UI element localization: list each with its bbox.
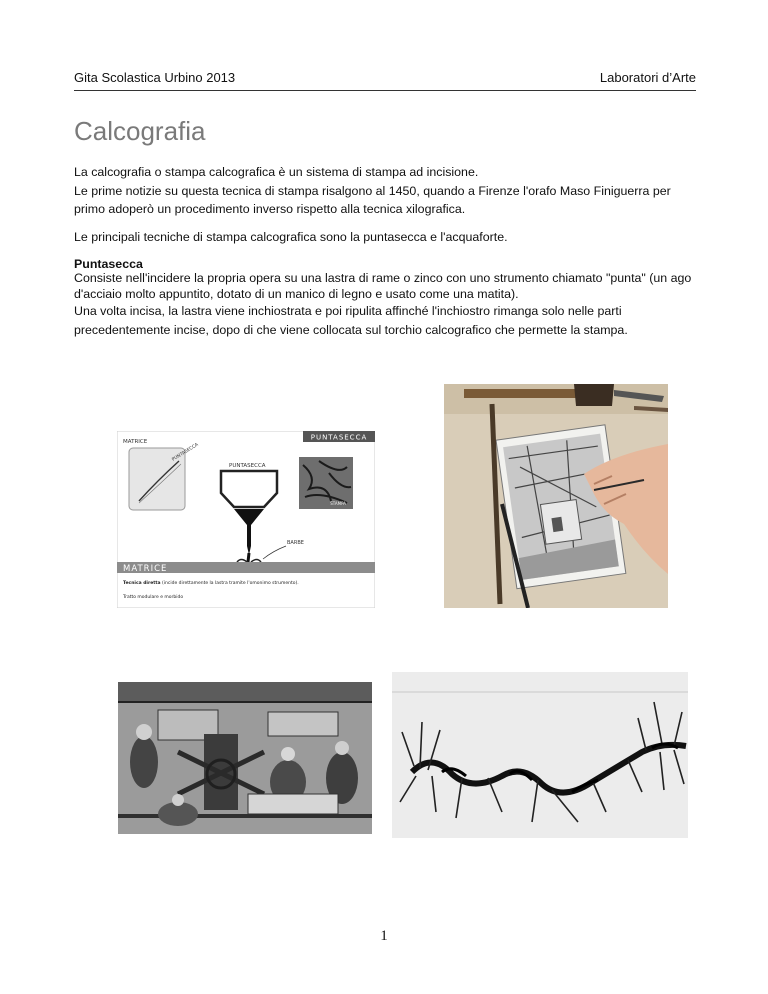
diagram-bottom-title: MATRICE	[123, 564, 168, 574]
puntasecca-diagram	[117, 431, 375, 608]
page-header	[74, 70, 696, 91]
workshop-engraving	[118, 682, 372, 834]
techniques-paragraph: Le principali tecniche di stampa calcografica sono la puntasecca e l'acquaforte.	[74, 230, 508, 244]
diagram-tool-label: PUNTASECCA	[229, 463, 266, 469]
intro-line-2: Le prime notizie su questa tecnica di stampa risalgono al 1450, quando a Firenze l'orafo Maso Finiguerra per primo adoperò un procedimento inverso rispetto alla tecnica xilografica.	[74, 183, 671, 216]
puntasecca-text-2: Una volta incisa, la lastra viene inchiostrata e poi ripulita affinché l'inchiostro rimanga solo nelle parti precedentemente incise, dopo di che viene collocata sul torchio calcografico che permette la stampa.	[74, 304, 628, 337]
diagram-banner: PUNTASECCA	[310, 433, 368, 442]
diagram-caption-bold: Tecnica diretta	[123, 581, 161, 586]
diagram-caption-2: Tratto modulare e morbido	[123, 595, 184, 600]
diagram-matrice-label: MATRICE	[123, 439, 148, 445]
drypoint-print	[392, 672, 688, 838]
intro-paragraph	[74, 163, 704, 219]
header-right: Laboratori d’Arte	[599, 70, 696, 85]
diagram-caption	[123, 580, 299, 586]
puntasecca-text-1: Consiste nell'incidere la propria opera su una lastra di rame o zinco con uno strumento chiamato "punta" (un ago d'acciaio molto appuntito, dotato di un manico di legno e usato come una matita).	[74, 271, 692, 301]
puntasecca-paragraph	[74, 271, 704, 339]
diagram-caption-rest: (incide direttamente la lastra tramite l'omonimo strumento).	[160, 581, 299, 586]
intro-line-1: La calcografia o stampa calcografica è un sistema di stampa ad incisione.	[74, 165, 479, 179]
header-left: Gita Scolastica Urbino 2013	[74, 70, 236, 85]
diagram-stampa-label: STAMPA	[330, 501, 346, 506]
page-title: Calcografia	[74, 116, 206, 146]
diagram-tool-label-diagonal: PUNTASECCA	[171, 442, 200, 463]
engraving-photo	[444, 384, 668, 608]
page-number: 1	[380, 928, 388, 944]
diagram-barbe-label: BARBE	[287, 540, 304, 546]
puntasecca-heading: Puntasecca	[74, 257, 143, 271]
